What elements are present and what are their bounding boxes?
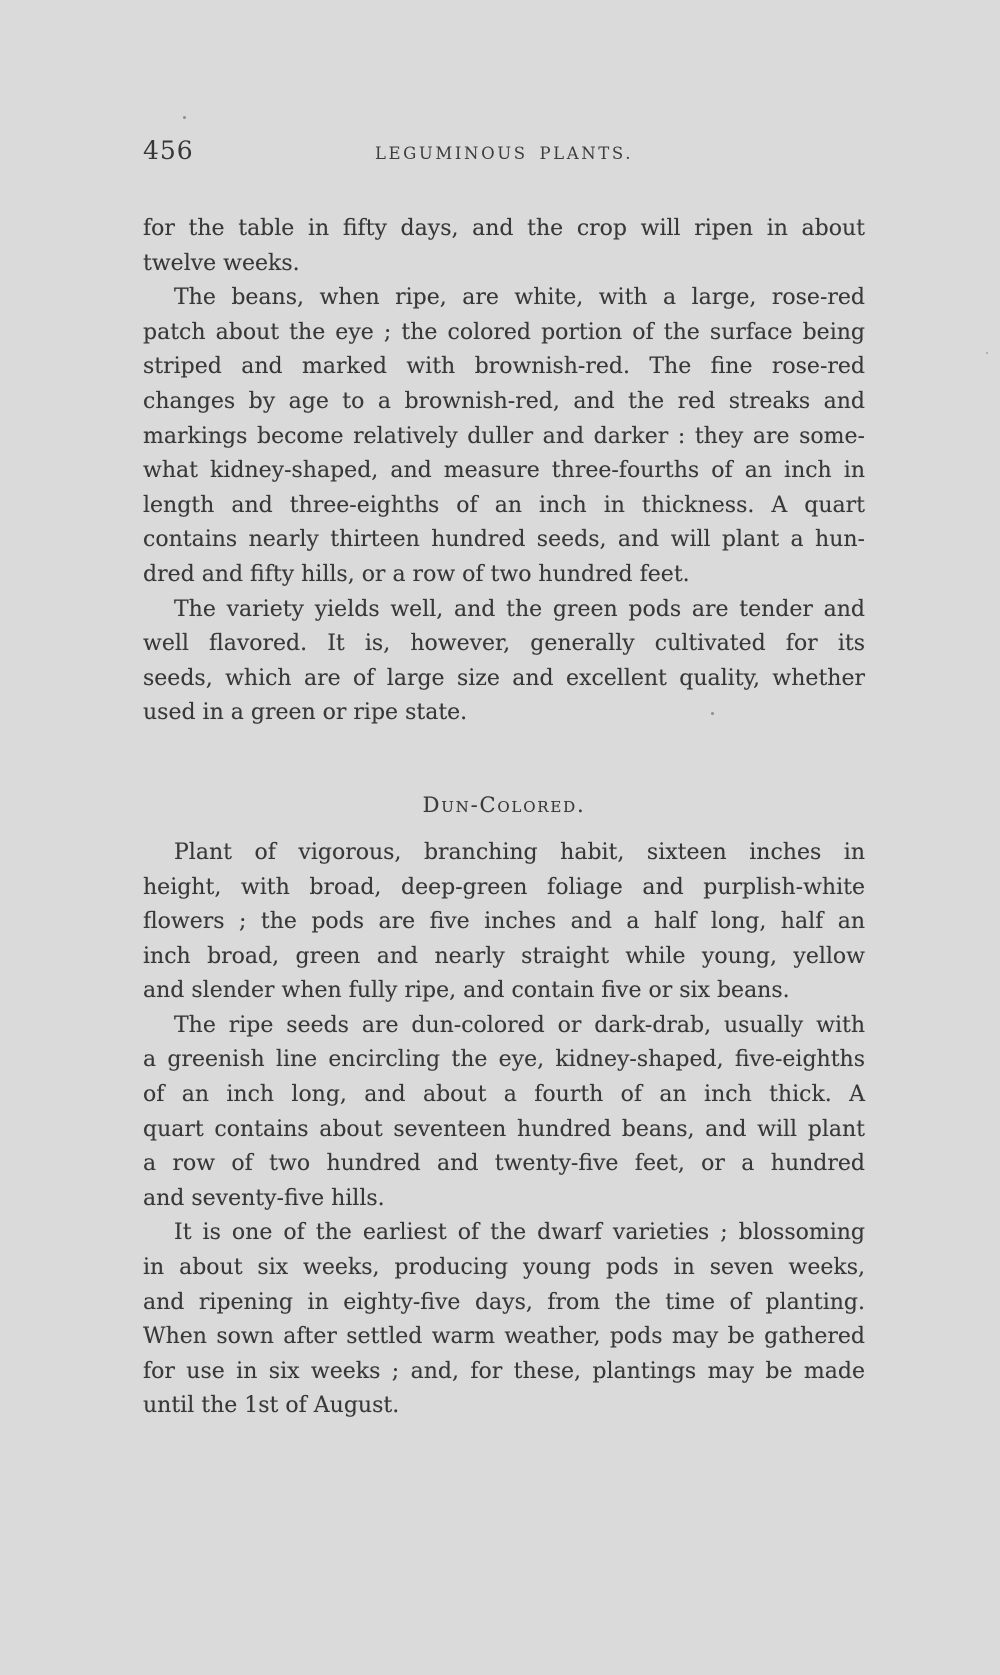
page-body — [143, 212, 865, 1424]
paragraph — [143, 836, 865, 1009]
text-line: flowers ; the pods are five inches and a half long, half an — [143, 909, 865, 935]
text-line: a greenish line encircling the eye, kidney-shaped, five-eighths — [143, 1047, 865, 1073]
text-line: of an inch long, and about a fourth of an inch thick. A — [143, 1082, 865, 1108]
text-line: inch broad, green and nearly straight while young, yellow — [143, 943, 865, 969]
text-line: changes by age to a brownish-red, and the red streaks and — [143, 388, 865, 414]
text-line: until the 1st of August. — [143, 1393, 400, 1419]
page-header — [143, 0, 865, 168]
text-line: quart contains about seventeen hundred beans, and will plant — [143, 1116, 865, 1142]
scan-speck — [711, 712, 714, 715]
text-line: When sown after settled warm weather, pods may be gathered — [143, 1324, 865, 1350]
text-line: a row of two hundred and twenty-five feet, or a hundred — [143, 1151, 865, 1177]
text-line: striped and marked with brownish-red. The fine rose-red — [143, 354, 865, 380]
text-line: used in a green or ripe state. — [143, 700, 468, 726]
text-line: The beans, when ripe, are white, with a large, rose-red — [174, 285, 865, 311]
text-line: height, with broad, deep-green foliage and purplish-white — [143, 874, 865, 900]
text-line: The variety yields well, and the green pods are tender and — [174, 596, 865, 622]
section-heading: Dun-Colored. — [422, 792, 586, 817]
text-line: markings become relatively duller and darker : they are some- — [143, 423, 865, 449]
scan-speck — [986, 352, 988, 354]
text-line: and slender when fully ripe, and contain five or six beans. — [143, 978, 790, 1004]
text-line: well flavored. It is, however, generally cultivated for its — [143, 631, 865, 657]
text-line: dred and fifty hills, or a row of two hundred feet. — [143, 561, 690, 587]
paragraph — [143, 1216, 865, 1424]
text-line: It is one of the earliest of the dwarf varieties ; blossoming — [174, 1220, 865, 1246]
text-line: in about six weeks, producing young pods in seven weeks, — [143, 1255, 865, 1281]
text-line: for the table in fifty days, and the crop will ripen in about — [143, 216, 865, 241]
text-line: seeds, which are of large size and excellent quality, whether — [143, 665, 865, 691]
text-line: and ripening in eighty-five days, from the time of planting. — [143, 1289, 865, 1315]
paragraph — [143, 593, 865, 731]
text-line: patch about the eye ; the colored portion of the surface being — [143, 319, 865, 345]
page-number: 456 — [143, 136, 194, 165]
text-line: twelve weeks. — [143, 250, 300, 276]
text-line: what kidney-shaped, and measure three-fourths of an inch in — [143, 458, 865, 484]
paragraph — [143, 1009, 865, 1217]
text-line: and seventy-five hills. — [143, 1185, 385, 1211]
text-line: The ripe seeds are dun-colored or dark-drab, usually with — [174, 1012, 865, 1038]
paragraph — [143, 281, 865, 592]
text-line: length and three-eighths of an inch in thickness. A quart — [143, 492, 865, 518]
running-title: LEGUMINOUS PLANTS. — [374, 144, 634, 163]
text-line: Plant of vigorous, branching habit, sixteen inches in — [174, 839, 865, 865]
text-line: contains nearly thirteen hundred seeds, and will plant a hun- — [143, 527, 865, 553]
paragraph — [143, 212, 865, 281]
text-line: for use in six weeks ; and, for these, plantings may be made — [143, 1358, 865, 1384]
